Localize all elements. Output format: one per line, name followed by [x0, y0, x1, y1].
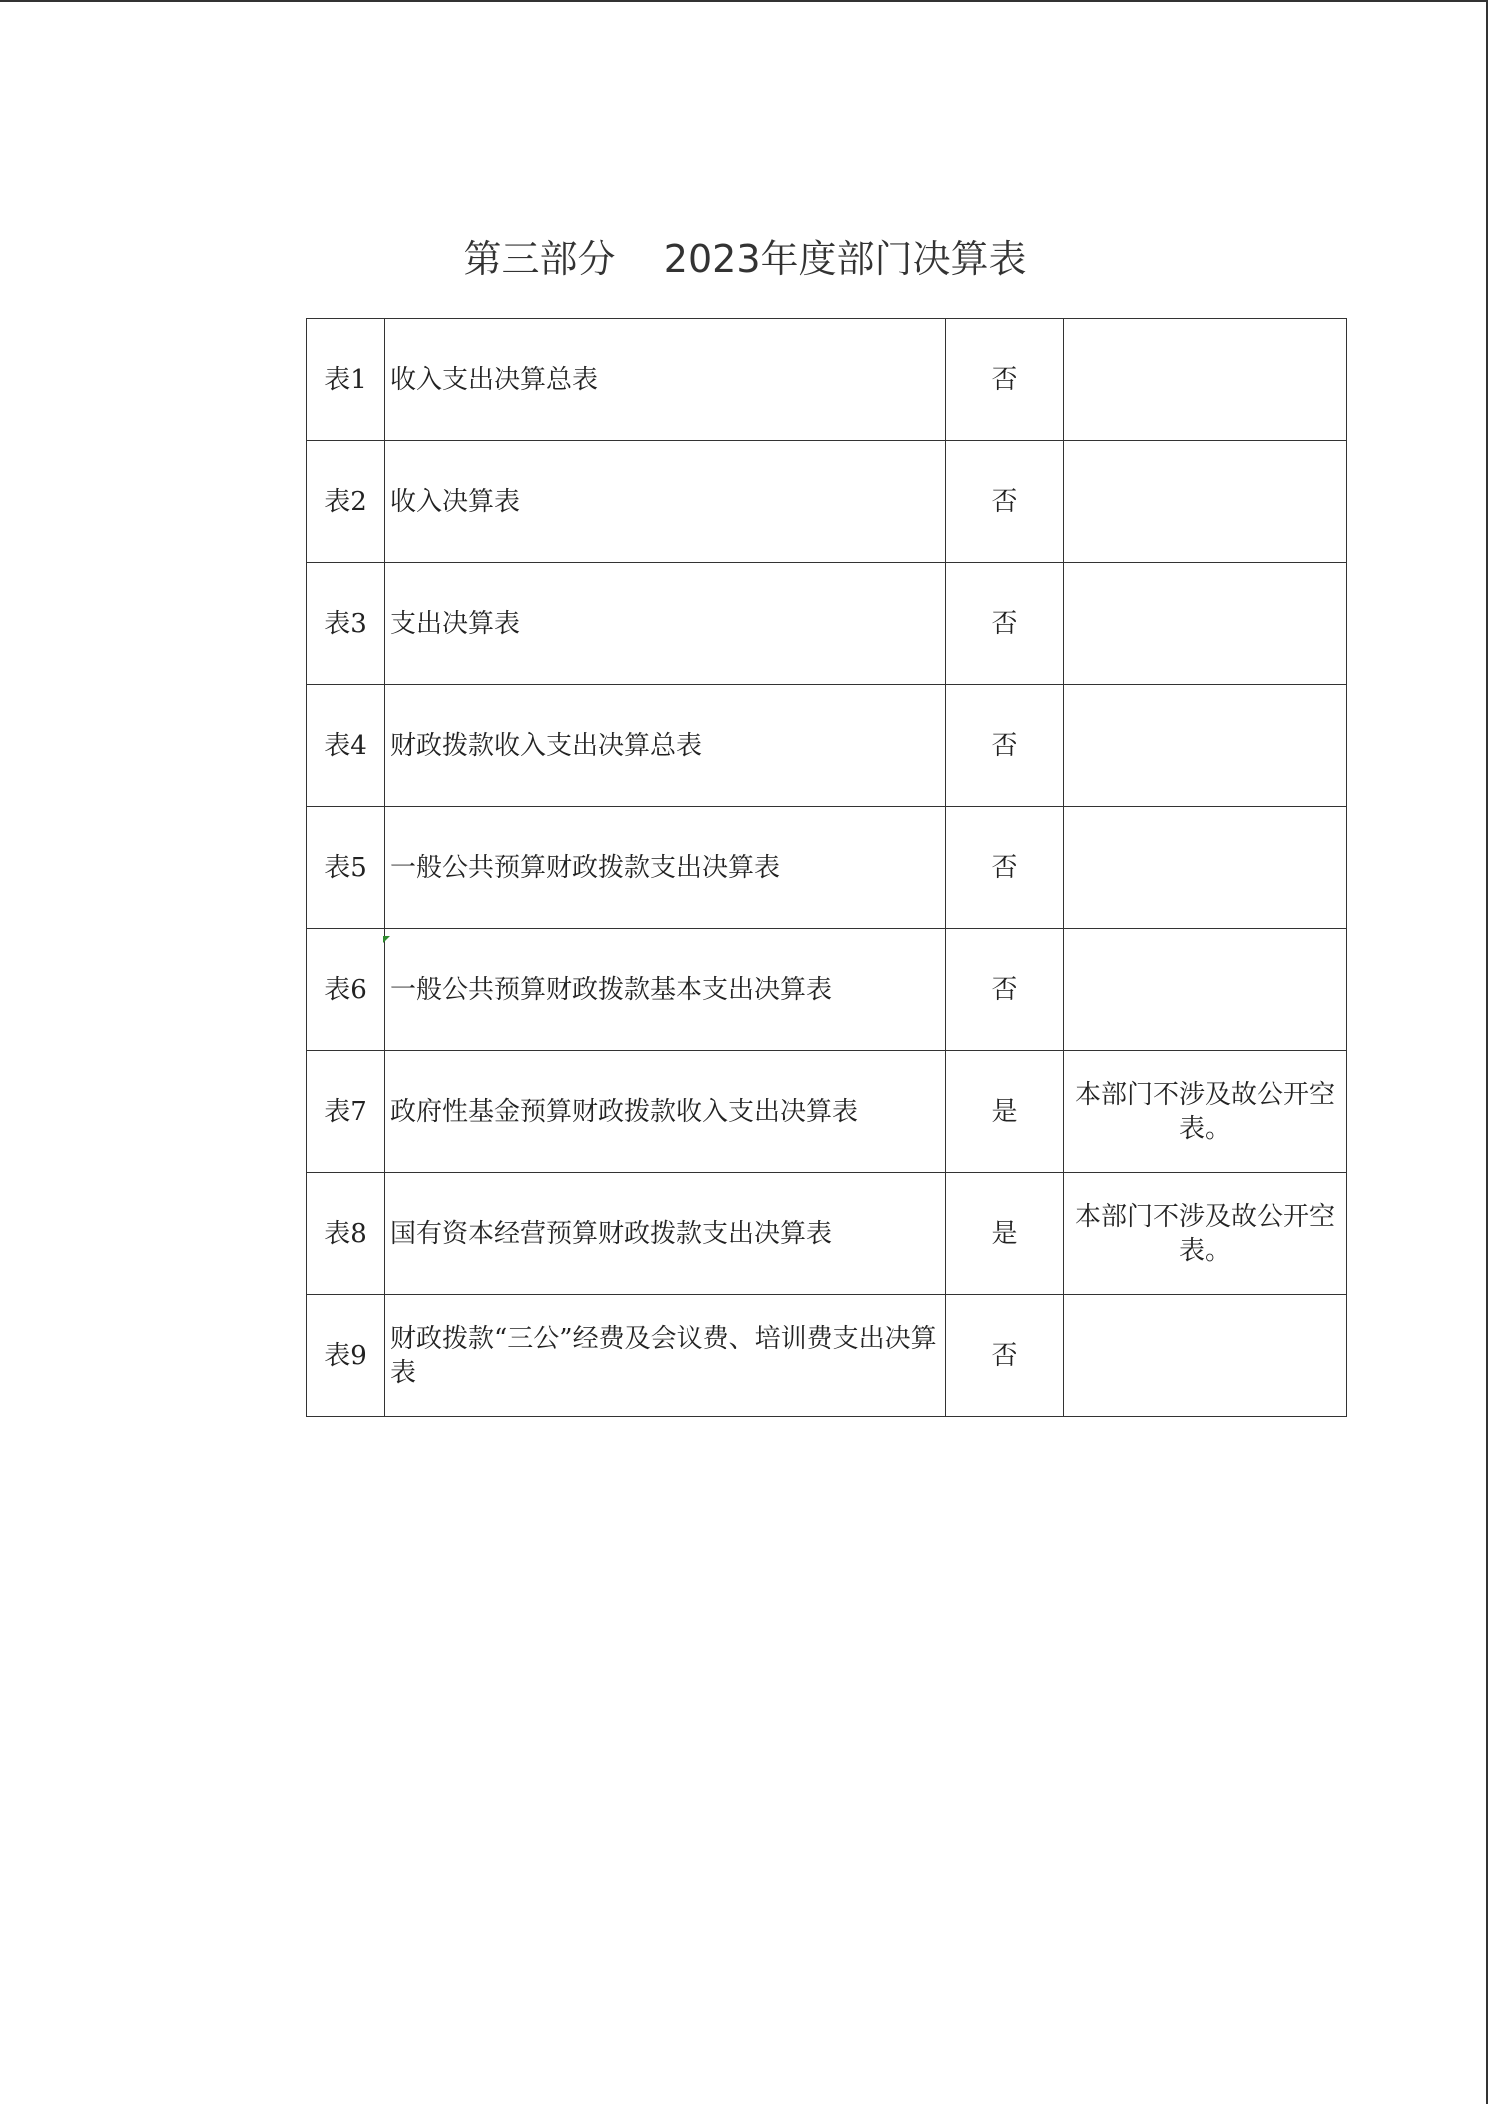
table-note: [1064, 563, 1347, 685]
empty-table-flag: 否: [946, 563, 1064, 685]
table-number: 表8: [307, 1173, 385, 1295]
table-name: 政府性基金预算财政拨款收入支出决算表: [385, 1051, 946, 1173]
page-title: 第三部分 2023年度部门决算表: [463, 237, 1027, 281]
table-row: [307, 929, 1347, 1051]
table-number: 表9: [307, 1295, 385, 1417]
empty-table-flag: 否: [946, 685, 1064, 807]
empty-table-flag: 否: [946, 441, 1064, 563]
table-name: 一般公共预算财政拨款支出决算表: [385, 807, 946, 929]
table-note: [1064, 319, 1347, 441]
table-number: 表7: [307, 1051, 385, 1173]
table-note: 本部门不涉及故公开空表。: [1064, 1173, 1347, 1295]
table-row: [307, 1295, 1347, 1417]
table-name: 财政拨款“三公”经费及会议费、培训费支出决算表: [385, 1295, 946, 1417]
table-row: [307, 1173, 1347, 1295]
table-name: 收入支出决算总表: [385, 319, 946, 441]
table-name: 财政拨款收入支出决算总表: [385, 685, 946, 807]
table-name: 一般公共预算财政拨款基本支出决算表: [385, 929, 946, 1051]
empty-table-flag: 是: [946, 1173, 1064, 1295]
cell-comment-marker: [383, 936, 390, 943]
table-number: 表1: [307, 319, 385, 441]
table-number: 表4: [307, 685, 385, 807]
table-note: [1064, 441, 1347, 563]
table-row: [307, 807, 1347, 929]
table-row: [307, 563, 1347, 685]
empty-table-flag: 否: [946, 929, 1064, 1051]
table-note: [1064, 1295, 1347, 1417]
table-name: 国有资本经营预算财政拨款支出决算表: [385, 1173, 946, 1295]
table-row: [307, 1051, 1347, 1173]
table-number: 表5: [307, 807, 385, 929]
table-note: [1064, 929, 1347, 1051]
table-row: [307, 319, 1347, 441]
empty-table-flag: 否: [946, 807, 1064, 929]
table-note: 本部门不涉及故公开空表。: [1064, 1051, 1347, 1173]
table-row: [307, 441, 1347, 563]
empty-table-flag: 否: [946, 1295, 1064, 1417]
table-row: [307, 685, 1347, 807]
table-number: 表3: [307, 563, 385, 685]
empty-table-flag: 是: [946, 1051, 1064, 1173]
table-name: 支出决算表: [385, 563, 946, 685]
table-name: 收入决算表: [385, 441, 946, 563]
table-number: 表6: [307, 929, 385, 1051]
table-note: [1064, 685, 1347, 807]
table-note: [1064, 807, 1347, 929]
empty-table-flag: 否: [946, 319, 1064, 441]
statement-list-table: [306, 318, 1347, 1417]
table-number: 表2: [307, 441, 385, 563]
